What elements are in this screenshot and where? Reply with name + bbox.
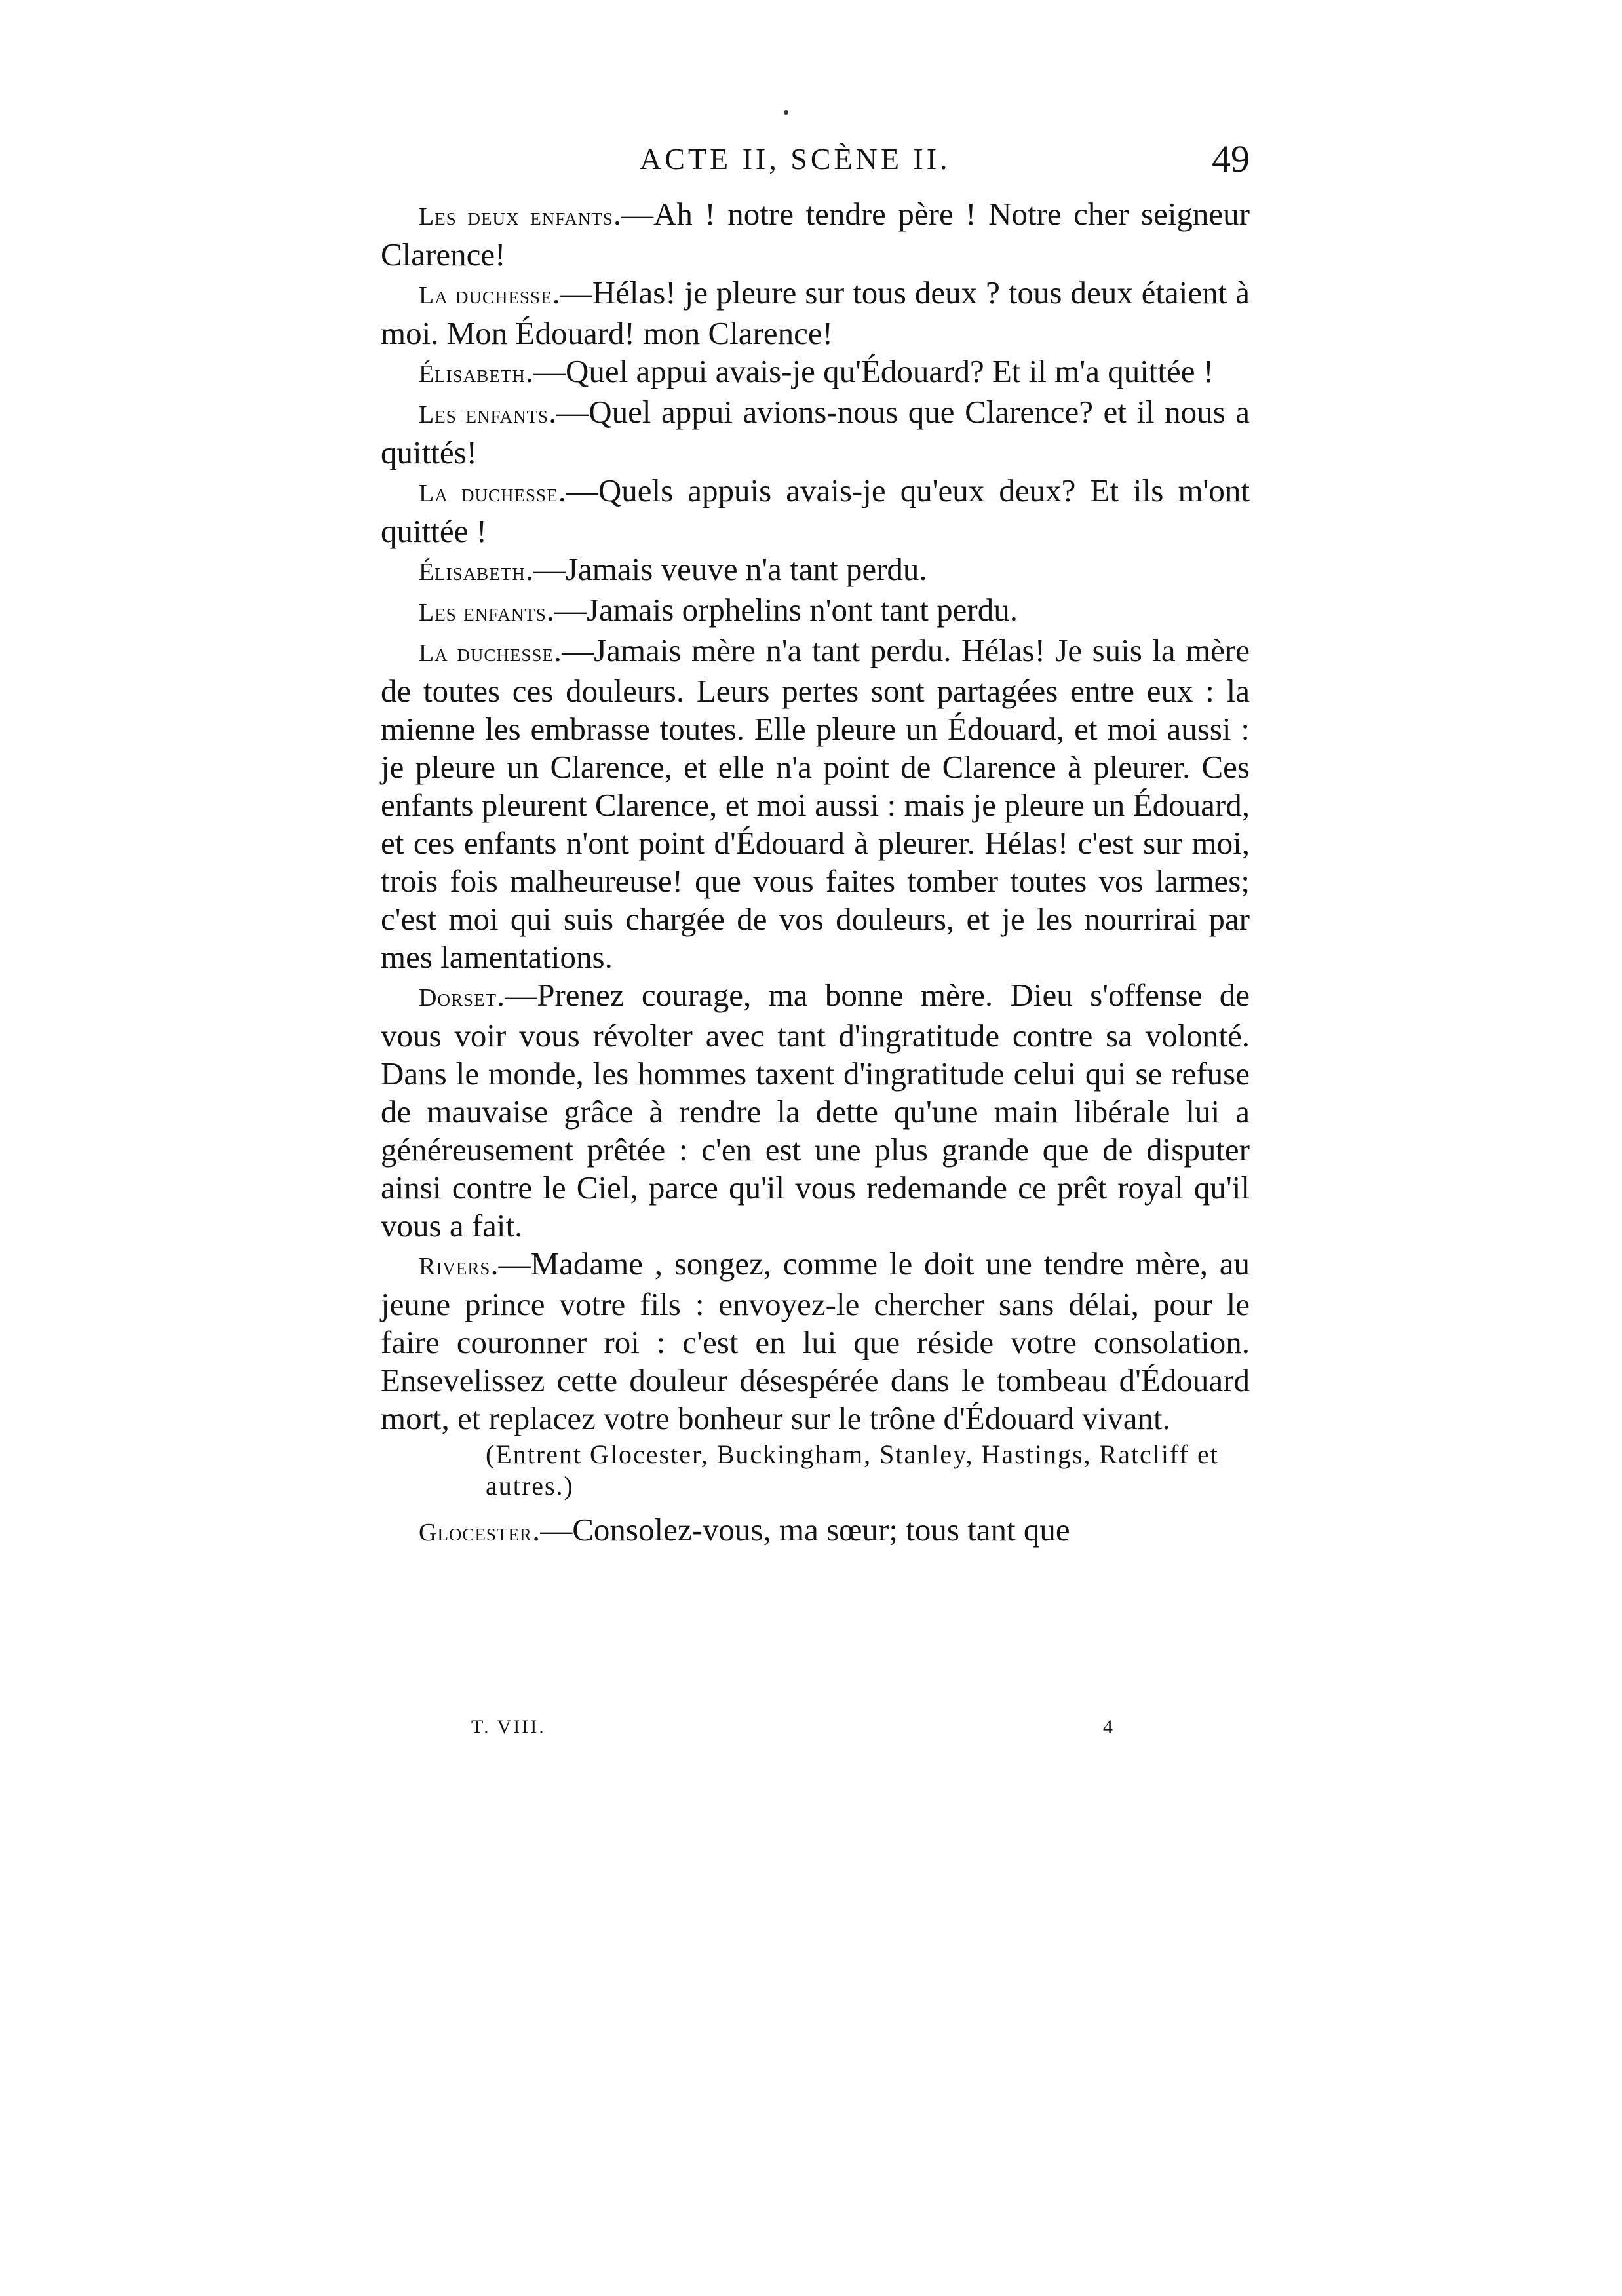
speaker-name: Dorset: [419, 984, 497, 1012]
speaker-name: Les deux enfants: [419, 203, 613, 231]
speech: [381, 1245, 1250, 1438]
stage-direction: (Entrent Glocester, Buckingham, Stanley, Hastings, Ratcliff et autres.): [486, 1440, 1219, 1501]
speech: [381, 393, 1250, 472]
speaker-name: Élisabeth: [419, 558, 526, 586]
speech-text: .—Prenez courage, ma bonne mère. Dieu s'offense de vous voir vous révolter avec tant d'ingratitude contre sa volonté. Dans le monde, les hommes taxent d'ingratitude celui qui se refuse de mauvaise grâce à rendre la dette qu'une main libérale lui a généreusement prêtée : c'en est une plus grande que de disputer ainsi contre le Ciel, parce qu'il vous redemande ce prêt royal qu'il vous a fait.: [381, 977, 1250, 1244]
speaker-name: La duchesse: [419, 640, 554, 667]
speech: [381, 591, 1250, 632]
speaker-name: Élisabeth: [419, 360, 526, 388]
speech: [381, 1511, 1250, 1552]
page-number: 49: [1212, 138, 1250, 180]
speaker-name: Glocester: [419, 1519, 532, 1546]
page-footer: [381, 1714, 1250, 1740]
speech: [381, 472, 1250, 550]
running-head: ACTE II, SCÈNE II.: [640, 142, 951, 176]
speaker-name: La duchesse: [419, 480, 558, 507]
signature-mark: T. VIII.: [471, 1716, 546, 1738]
speech-text: .—Jamais orphelins n'ont tant perdu.: [546, 592, 1018, 628]
speech-text: .—Quel appui avais-je qu'Édouard? Et il m'a quittée !: [525, 353, 1214, 389]
speech: [381, 632, 1250, 976]
speech: [381, 353, 1250, 393]
speech-text: .—Quel appui avions-nous que Clarence? et il nous a quittés!: [381, 394, 1250, 470]
speech: [381, 550, 1250, 591]
speech: [381, 274, 1250, 353]
speech-text: .—Quels appuis avais-je qu'eux deux? Et ils m'ont quittée !: [381, 472, 1250, 549]
speech-text: .—Ah ! notre tendre père ! Notre cher seigneur Clarence!: [381, 196, 1250, 273]
speech-text: .—Consolez-vous, ma sœur; tous tant que: [531, 1512, 1070, 1548]
speech: [381, 195, 1250, 274]
play-text: [381, 195, 1250, 1552]
speech-text: .—Jamais veuve n'a tant perdu.: [525, 551, 927, 587]
page-mark: [784, 110, 788, 115]
signature-number: 4: [1103, 1716, 1113, 1738]
page-header: [381, 136, 1250, 182]
speaker-name: La duchesse: [419, 282, 552, 309]
speech: [381, 976, 1250, 1245]
speech-text: .—Madame , songez, comme le doit une tendre mère, au jeune prince votre fils : envoyez-le chercher sans délai, pour le faire couronner roi : c'est en lui que réside votre consolation. Ensevelissez cette douleur désespérée dans le tombeau d'Édouard mort, et replacez votre bonheur sur le trône d'Édouard vivant.: [381, 1246, 1250, 1436]
speaker-name: Les enfants: [419, 599, 547, 626]
speech-text: .—Jamais mère n'a tant perdu. Hélas! Je suis la mère de toutes ces douleurs. Leurs pertes sont partagées entre eux : la mienne les embrasse toutes. Elle pleure un Édouard, et moi aussi : je pleure un Clarence, et elle n'a point de Clarence à pleurer. Ces enfants pleurent Clarence, et moi aussi : mais je pleure un Édouard, et ces enfants n'ont point d'Édouard à pleurer. Hélas! c'est sur moi, trois fois malheureuse! que vous faites tomber toutes vos larmes; c'est moi qui suis chargée de vos douleurs, et je les nourrirai par mes lamentations.: [381, 632, 1250, 975]
speaker-name: Les enfants: [419, 401, 549, 429]
speech-text: .—Hélas! je pleure sur tous deux ? tous deux étaient à moi. Mon Édouard! mon Clarence!: [381, 275, 1250, 351]
speaker-name: Rivers: [419, 1253, 491, 1280]
